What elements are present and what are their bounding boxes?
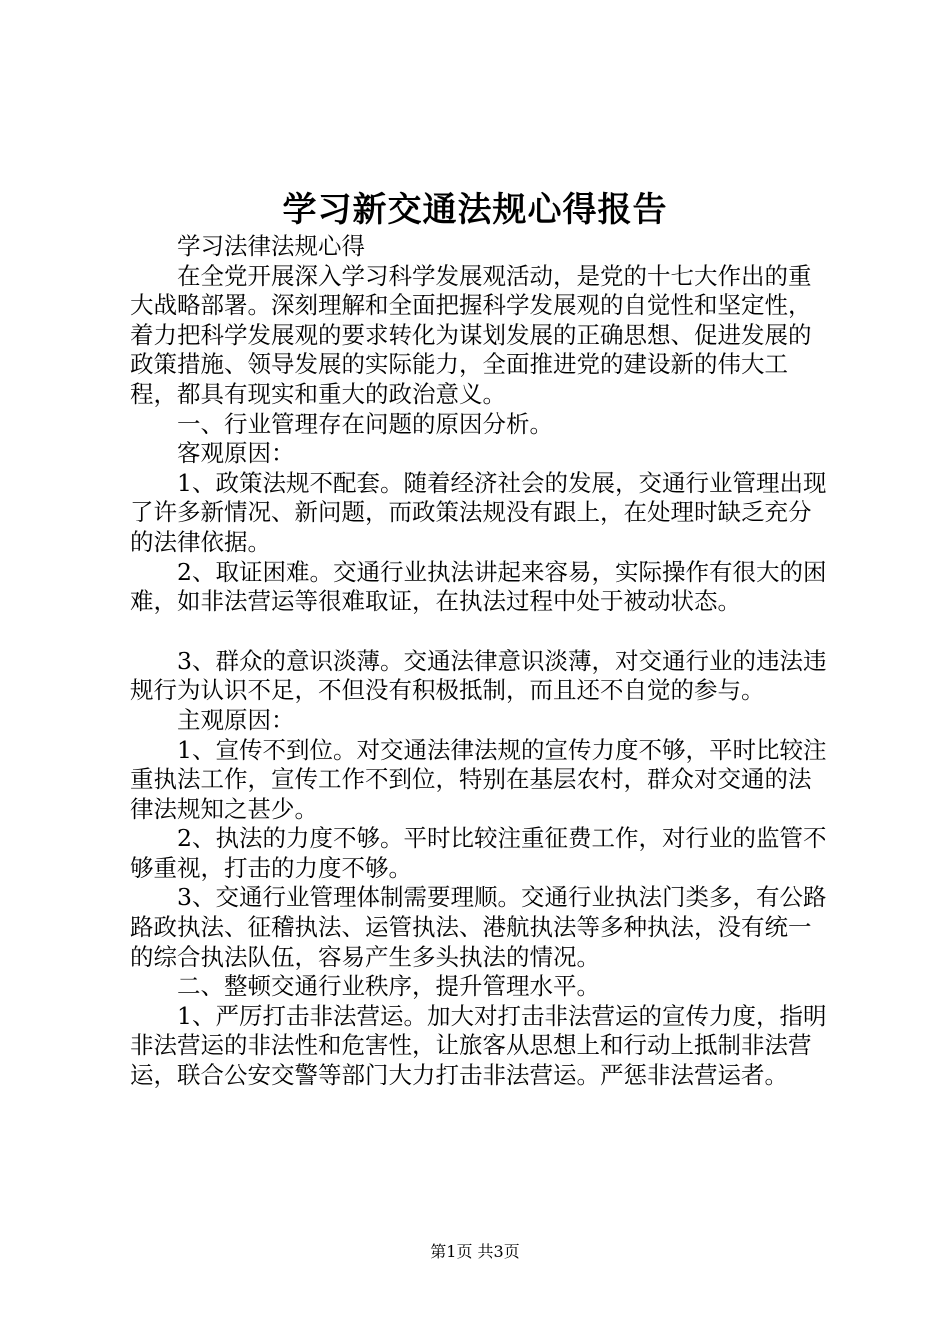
paragraph: 3、交通行业管理体制需要理顺。交通行业执法门类多，有公路路政执法、征稽执法、运管执法、港航执法等多种执法，没有统一的综合执法队伍，容易产生多头执法的情况。	[130, 883, 827, 971]
paragraph: 1、宣传不到位。对交通法律法规的宣传力度不够，平时比较注重执法工作，宣传工作不到位，特别在基层农村，群众对交通的法律法规知之甚少。	[130, 735, 827, 823]
paragraph: 2、取证困难。交通行业执法讲起来容易，实际操作有很大的困难，如非法营运等很难取证，在执法过程中处于被动状态。	[130, 557, 827, 616]
document-body	[130, 232, 830, 1091]
paragraph: 在全党开展深入学习科学发展观活动，是党的十七大作出的重大战略部署。深刻理解和全面把握科学发展观的自觉性和坚定性，着力把科学发展观的要求转化为谋划发展的正确思想、促进发展的政策措施、领导发展的实际能力，全面推进党的建设新的伟大工程，都具有现实和重大的政治意义。	[130, 261, 812, 408]
paragraph: 3、群众的意识淡薄。交通法律意识淡薄，对交通行业的违法违规行为认识不足，不但没有积极抵制，而且还不自觉的参与。	[130, 646, 827, 705]
paragraph: 1、政策法规不配套。随着经济社会的发展，交通行业管理出现了许多新情况、新问题，而政策法规没有跟上，在处理时缺乏充分的法律依据。	[130, 468, 827, 556]
document-title: 学习新交通法规心得报告	[282, 190, 668, 230]
paragraph: 2、执法的力度不够。平时比较注重征费工作，对行业的监管不够重视，打击的力度不够。	[130, 824, 827, 882]
paragraph: 学习法律法规心得	[177, 232, 365, 260]
page-footer: 第1页 共3页	[430, 1242, 520, 1261]
section-heading: 二、整顿交通行业秩序，提升管理水平。	[177, 972, 600, 1001]
paragraph: 1、严厉打击非法营运。加大对打击非法营运的宣传力度，指明非法营运的非法性和危害性，让旅客从思想上和行动上抵制非法营运，联合公安交警等部门大力打击非法营运。严惩非法营运者。	[130, 1001, 827, 1090]
subheading: 客观原因：	[177, 439, 295, 468]
section-heading: 一、行业管理存在问题的原因分析。	[177, 409, 553, 438]
subheading: 主观原因：	[177, 705, 295, 734]
